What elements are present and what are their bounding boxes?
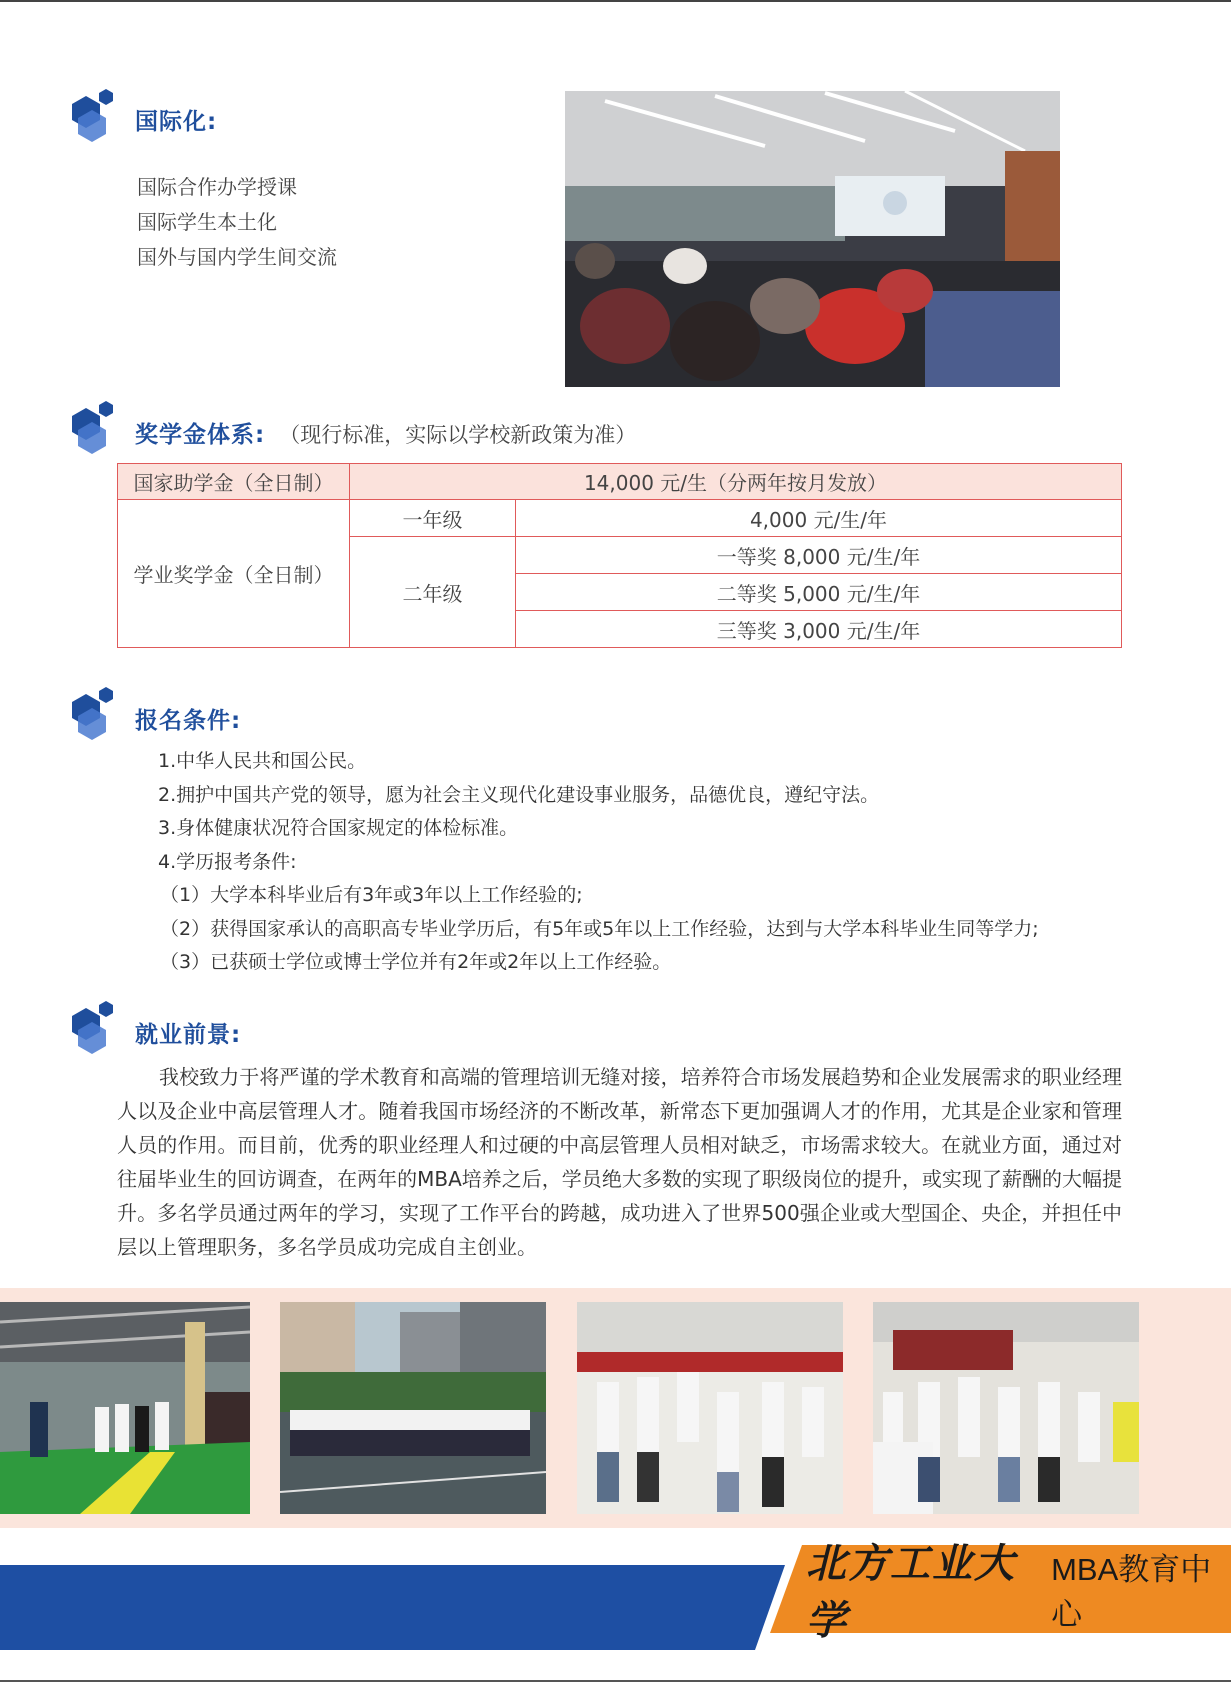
hexagon-bullet-icon xyxy=(66,1000,116,1056)
hexagon-bullet-icon xyxy=(66,88,116,144)
footer-logo xyxy=(806,1540,1231,1644)
table-row xyxy=(118,464,1122,500)
list-item: （1）大学本科毕业后有3年或3年以上工作经验的; xyxy=(160,884,583,906)
list-item: （3）已获硕士学位或博士学位并有2年或2年以上工作经验。 xyxy=(160,951,672,973)
list-item: 国际学生本土化 xyxy=(137,210,277,234)
section-title-scholarship xyxy=(135,416,636,449)
indoor-activity-photo xyxy=(577,1302,843,1514)
requirements-list xyxy=(158,745,1039,980)
center-name: MBA教育中心 xyxy=(1051,1552,1212,1632)
list-item: 4.学历报考条件: xyxy=(158,850,297,873)
factory-visit-photo xyxy=(0,1302,250,1514)
list-item: （2）获得国家承认的高职高专毕业学历后，有5年或5年以上工作经验，达到与大学本科毕业生同等学力; xyxy=(160,917,1039,940)
grade2-label: 二年级 xyxy=(350,537,516,648)
hexagon-bullet-icon xyxy=(66,400,116,456)
scholarship-note: （现行标准，实际以学校新政策为准） xyxy=(279,423,637,447)
academic-scholarship-label: 学业奖学金（全日制） xyxy=(118,500,350,648)
bottom-border-line xyxy=(0,1680,1231,1682)
career-paragraph: 我校致力于将严谨的学术教育和高端的管理培训无缝对接，培养符合市场发展趋势和企业发展需求的职业经理人以及企业中高层管理人才。随着我国市场经济的不断改革，新常态下更加强调人才的作用，尤其是企业家和管理人员的作用。而目前，优秀的职业经理人和过硬的中高层管理人员相对缺乏，市场需求较大。在就业方面，通过对往届毕业生的回访调查，在两年的MBA培养之后，学员绝大多数的实现了职级岗位的提升，或实现了薪酬的大幅提升。多名学员通过两年的学习，实现了工作平台的跨越，成功进入了世界500强企业或大型国企、央企，并担任中层以上管理职务，多名学员成功完成自主创业。 xyxy=(117,1065,1122,1259)
grade1-value: 4,000 元/生/年 xyxy=(516,500,1122,537)
top-border-line xyxy=(0,0,1231,2)
scholarship-table xyxy=(117,463,1122,648)
list-item: 1.中华人民共和国公民。 xyxy=(158,750,367,772)
section-title-requirements: 报名条件: xyxy=(135,708,242,734)
grade2-second-prize: 二等奖 5,000 元/生/年 xyxy=(516,574,1122,611)
intl-list xyxy=(137,170,337,275)
grade1-label: 一年级 xyxy=(350,500,516,537)
footer-blue-band xyxy=(0,1565,785,1650)
school-name: 北方工业大学 xyxy=(806,1540,1016,1644)
scholarship-title-text: 奖学金体系: xyxy=(135,422,266,448)
national-grant-label: 国家助学金（全日制） xyxy=(118,464,350,500)
section-title-career: 就业前景: xyxy=(135,1022,242,1048)
grade2-first-prize: 一等奖 8,000 元/生/年 xyxy=(516,537,1122,574)
section-title-intl: 国际化: xyxy=(135,109,218,135)
group-dance-photo xyxy=(873,1302,1139,1514)
list-item: 2.拥护中国共产党的领导，愿为社会主义现代化建设事业服务，品德优良，遵纪守法。 xyxy=(158,783,880,806)
classroom-photo xyxy=(565,91,1060,387)
outdoor-team-photo xyxy=(280,1302,546,1514)
table-row xyxy=(118,500,1122,537)
list-item: 3.身体健康状况符合国家规定的体检标准。 xyxy=(158,817,519,839)
list-item: 国际合作办学授课 xyxy=(137,175,297,199)
hexagon-bullet-icon xyxy=(66,686,116,742)
grade2-third-prize: 三等奖 3,000 元/生/年 xyxy=(516,611,1122,648)
list-item: 国外与国内学生间交流 xyxy=(137,245,337,269)
national-grant-value: 14,000 元/生（分两年按月发放） xyxy=(350,464,1122,500)
